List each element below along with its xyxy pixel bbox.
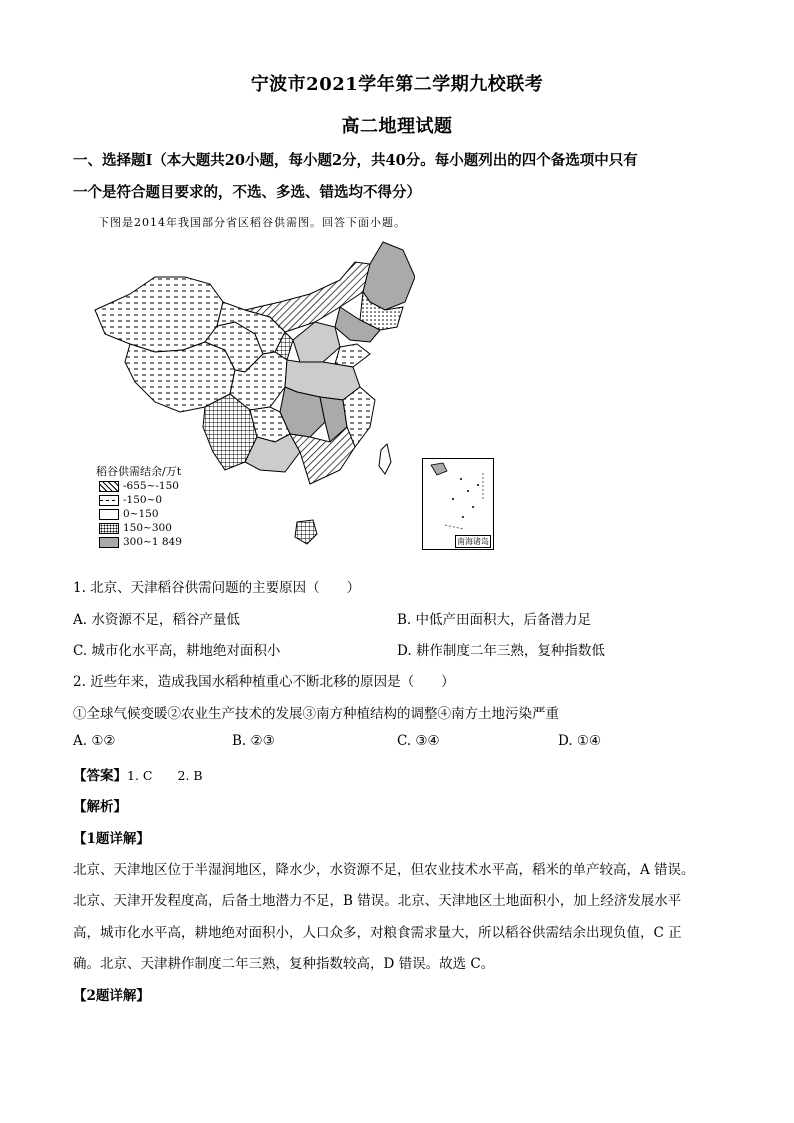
- inset-label: 南海诸岛: [457, 537, 489, 546]
- question-1-option-a: A. 水资源不足，稻谷产量低: [73, 612, 240, 628]
- legend-item: [99, 480, 179, 492]
- legend-swatch-diag: [99, 481, 119, 492]
- figure-intro: 下图是2014年我国部分省区稻谷供需图。回答下面小题。: [98, 216, 406, 229]
- region-guangdong: [290, 427, 355, 484]
- question-1-option-b: B. 中低产田面积大，后备潜力足: [397, 612, 592, 628]
- legend-item: [99, 536, 182, 548]
- inset-map-graphic: [423, 459, 493, 535]
- legend-swatch-dots: [99, 523, 119, 534]
- legend-swatch-dash: [99, 495, 119, 506]
- page-title: 宁波市2021学年第二学期九校联考: [250, 74, 544, 95]
- legend-item: [99, 508, 159, 520]
- legend-label: 0~150: [123, 508, 159, 520]
- question-2-option-c: C. ③④: [397, 733, 440, 749]
- south-china-sea-inset: [422, 458, 494, 550]
- question-2-option-a: A. ①②: [73, 733, 116, 749]
- question-1-option-c: C. 城市化水平高，耕地绝对面积小: [73, 643, 281, 659]
- answer-label: 【答案】: [73, 768, 127, 784]
- detail-1-line: 高，城市化水平高，耕地绝对面积小，人口众多，对粮食需求量大，所以稻谷供需结余出现负值，C 正: [73, 925, 682, 941]
- legend-label: -655~-150: [123, 480, 179, 492]
- detail-2-label: 【2题详解】: [73, 988, 150, 1004]
- region-north: [293, 322, 340, 362]
- question-2-option-b: B. ②③: [232, 733, 275, 749]
- legend-swatch-blank: [99, 509, 119, 520]
- legend-label: 300~1 849: [123, 536, 182, 548]
- detail-1-label: 【1题详解】: [73, 831, 150, 847]
- analysis-label: 【解析】: [73, 799, 127, 815]
- detail-1-line: 北京、天津开发程度高，后备土地潜力不足，B 错误。北京、天津地区土地面积小，加上经济发展水平: [73, 893, 682, 909]
- legend-label: -150~0: [123, 494, 163, 506]
- legend-title: 稻谷供需结余/万t: [96, 465, 182, 478]
- question-1-option-d: D. 耕作制度二年三熟，复种指数低: [397, 643, 605, 659]
- region-xinjiang: [95, 277, 223, 352]
- detail-1-line: 确。北京、天津耕作制度二年三熟，复种指数较高，D 错误。故选 C。: [73, 956, 495, 972]
- section-heading-line1: 一、选择题Ⅰ（本大题共20小题，每小题2分，共40分。每小题列出的四个备选项中只有: [73, 152, 638, 169]
- detail-1-line: 北京、天津地区位于半湿润地区，降水少，水资源不足，但农业技术水平高，稻米的单产较高，A 错误。: [73, 862, 695, 878]
- region-hainan: [295, 520, 317, 544]
- question-2-items: ①全球气候变暖②农业生产技术的发展③南方种植结构的调整④南方土地污染严重: [73, 706, 559, 722]
- question-2-option-d: D. ①④: [558, 733, 602, 749]
- region-heilongjiang: [363, 242, 415, 310]
- answer-text: 1. C 2. B: [127, 768, 203, 783]
- legend-item: [99, 522, 172, 534]
- legend-swatch-gray: [99, 537, 119, 548]
- region-shandong: [335, 344, 370, 367]
- region-taiwan: [379, 444, 391, 474]
- question-1-stem: 1. 北京、天津稻谷供需问题的主要原因（ ）: [73, 580, 361, 596]
- section-heading-line2: 一个是符合题目要求的，不选、多选、错选均不得分）: [73, 184, 421, 201]
- answer-line: [73, 764, 203, 784]
- legend-item: [99, 494, 162, 506]
- legend-label: 150~300: [123, 522, 172, 534]
- page-subtitle: 高二地理试题: [341, 116, 453, 137]
- question-2-stem: 2. 近些年来，造成我国水稻种植重心不断北移的原因是（ ）: [73, 674, 455, 690]
